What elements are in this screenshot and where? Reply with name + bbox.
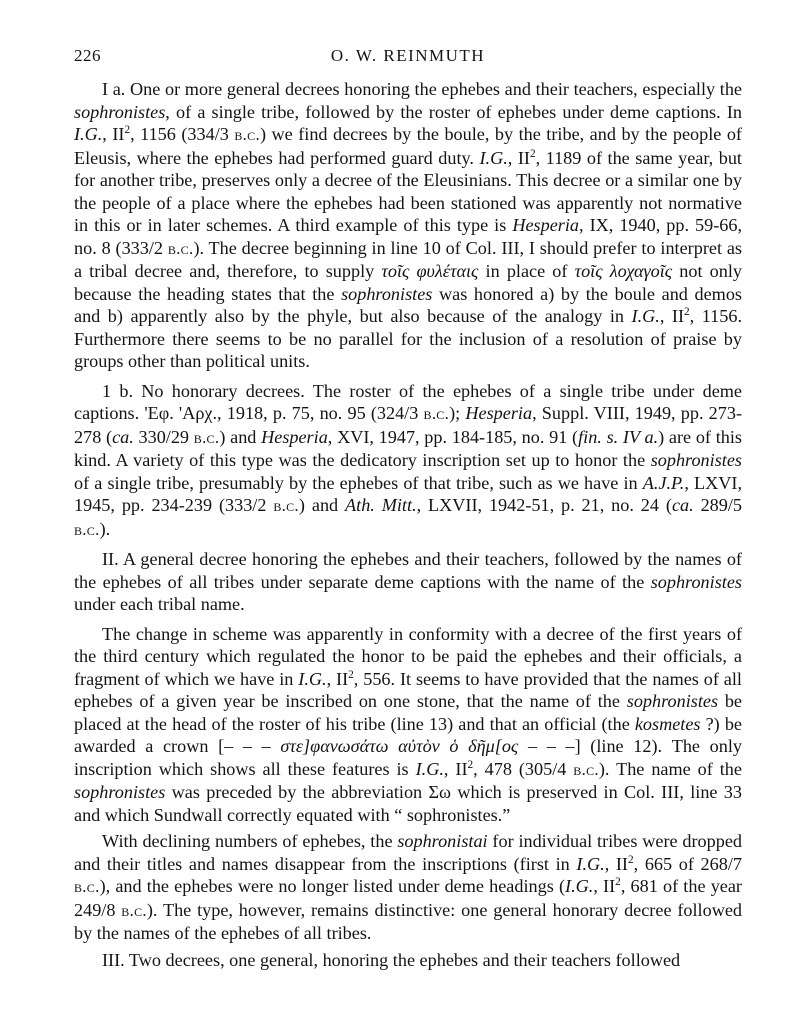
emphasis: sophronistes — [74, 782, 166, 802]
emphasis: kosmetes — [634, 713, 701, 734]
greek-text: τοῖς φυλέταις — [381, 261, 479, 281]
emphasis: sophronistes — [626, 691, 719, 711]
citation: I.G. — [415, 758, 444, 779]
emphasis: sophronistes — [650, 450, 742, 470]
paragraph-scheme-change: The change in scheme was apparently in conformity with a decree of the first years of the third century which regulated the honor to be paid the ephebes and their officials, a fragment of which we have in I.G., $II^2$, 556. It seems to have provided that the names of all ephebes of a given year be inscribed on one stone, that the name of the sophronistes be placed at the head of the roster of his tribe (line 13) and that an official (the kosmetes ?) be awarded a crown [– – – στε]φανωσάτω αὐτὸν ὁ δῆμ[ος – – –] (line 12). The only inscription which shows all these features is I.G., $II^2$, 478 (305/4 b.c.). The name of the sophronistes was preceded by the abbreviation Σω which is preserved in Col. III, line 33 and which Sundwall correctly equated with “ sophronistes.” — [74, 623, 742, 825]
emphasis: sophronistes — [650, 571, 742, 592]
era-abbreviation: b.c. — [193, 427, 220, 447]
era-abbreviation: b.c. — [121, 900, 147, 920]
paragraph-type-1a: I a. One or more general decrees honoring the ephebes and their teachers, especially the sophronistes, of a single tribe, followed by the roster of ephebes under deme captions. In I.G., $II^2$, 1156 (334/3 b.c.) we find decrees by the boule, by the tribe, and by the people of Eleusis, where the ephebes had performed guard duty. I.G., $II^2$, 1189 of the same year, but for another tribe, preserves only a decree of the Eleusinians. This decree or a similar one by the people of a place where the ephebes had been stationed was apparently not normative in this or in later schemes. A third example of this type is Hesperia, IX, 1940, pp. 59-66, no. 8 (333/2 b.c.). The decree beginning in line 10 of Col. III, I should prefer to interpret as a tribal decree and, therefore, to supply τοῖς φυλέταις in place of τοῖς λοχαγοῖς not only because the heading states that the sophronistes was honored a) by the boule and demos and b) apparently also by the phyle, but also because of the analogy in I.G., $II^2$, 1156. Furthermore there seems to be no parallel for the inclusion of a resolution of praise by groups other than political units. — [74, 79, 743, 371]
page-header — [74, 40, 742, 70]
citation: I.G. — [479, 147, 508, 168]
paragraph-type-1b: 1 b. No honorary decrees. The roster of the ephebes of a single tribe under deme captions. 'Εφ. 'Αρχ., 1918, p. 75, no. 95 (324/3 b.c.); Hesperia, Suppl. VIII, 1949, pp. 273-278 (ca. 330/29 b.c.) and Hesperia, XVI, 1947, pp. 184-185, no. 91 (fin. s. IV a.) are of this kind. A variety of this type was the dedicatory inscription set up to honor the sophronistes of a single tribe, presumably by the ephebes of that tribe, such as we have in A.J.P., LXVI, 1945, pp. 234-239 (333/2 b.c.) and Ath. Mitt., LXVII, 1942-51, p. 21, no. 24 (ca. 289/5 b.c.). — [74, 380, 743, 539]
emphasis: ca. — [112, 426, 134, 447]
greek-text: στε]φανωσάτω αὐτὸν ὁ δῆμ[ος — [280, 736, 519, 756]
running-title: O. W. REINMUTH — [330, 46, 486, 65]
emphasis: sophronistes — [74, 101, 166, 122]
era-abbreviation: b.c. — [167, 238, 194, 258]
era-abbreviation: b.c. — [74, 877, 100, 896]
document-page — [74, 40, 742, 975]
citation: I.G. — [565, 876, 594, 896]
era-abbreviation: b.c. — [573, 759, 599, 779]
superscript: 2 — [124, 123, 131, 136]
superscript: 2 — [529, 147, 536, 160]
paragraph-type-2: II. A general decree honoring the ephebes and their teachers, followed by the names of the ephebes of all tribes under separate deme captions with the name of the sophronistes under each tribal name. — [74, 549, 742, 614]
emphasis: fin. s. IV a. — [578, 426, 659, 447]
paragraph-type-3: III. Two decrees, one general, honoring the ephebes and their teachers followed — [102, 949, 681, 970]
citation: I.G. — [576, 853, 605, 874]
citation: Ath. Mitt. — [345, 495, 417, 515]
superscript: 2 — [348, 668, 354, 681]
citation: A.J.P. — [642, 472, 685, 493]
citation: I.G. — [631, 306, 660, 326]
superscript: 2 — [615, 875, 621, 888]
era-abbreviation: b.c. — [234, 125, 260, 144]
citation: I.G. — [74, 124, 103, 144]
emphasis: sophronistes — [341, 283, 433, 304]
era-abbreviation: b.c. — [273, 496, 299, 515]
body-text — [74, 78, 742, 971]
citation: Hesperia — [261, 426, 328, 447]
page-number: 226 — [74, 46, 101, 65]
citation: Hesperia — [512, 215, 580, 235]
emphasis: sophronistai — [397, 831, 488, 851]
emphasis: ca. — [671, 495, 694, 515]
paragraph-declining-numbers: With declining numbers of ephebes, the sophronistai for individual tribes were dropped and their titles and names disappear from the inscriptions (first in I.G., $II^2$, 665 of 268/7 b.c.), and the ephebes were no longer listed under deme headings (I.G., $II^2$, 681 of the year 249/8 b.c.). The type, however, remains distinctive: one general honorary decree followed by the names of the ephebes of all tribes. — [74, 831, 743, 943]
superscript: 2 — [684, 305, 690, 318]
citation: Hesperia — [465, 403, 533, 423]
citation: I.G. — [298, 668, 327, 689]
superscript: 2 — [467, 758, 474, 771]
greek-text: τοῖς λοχαγοῖς — [574, 261, 673, 281]
era-abbreviation: b.c. — [423, 404, 450, 423]
era-abbreviation: b.c. — [74, 519, 100, 539]
superscript: 2 — [628, 853, 634, 866]
